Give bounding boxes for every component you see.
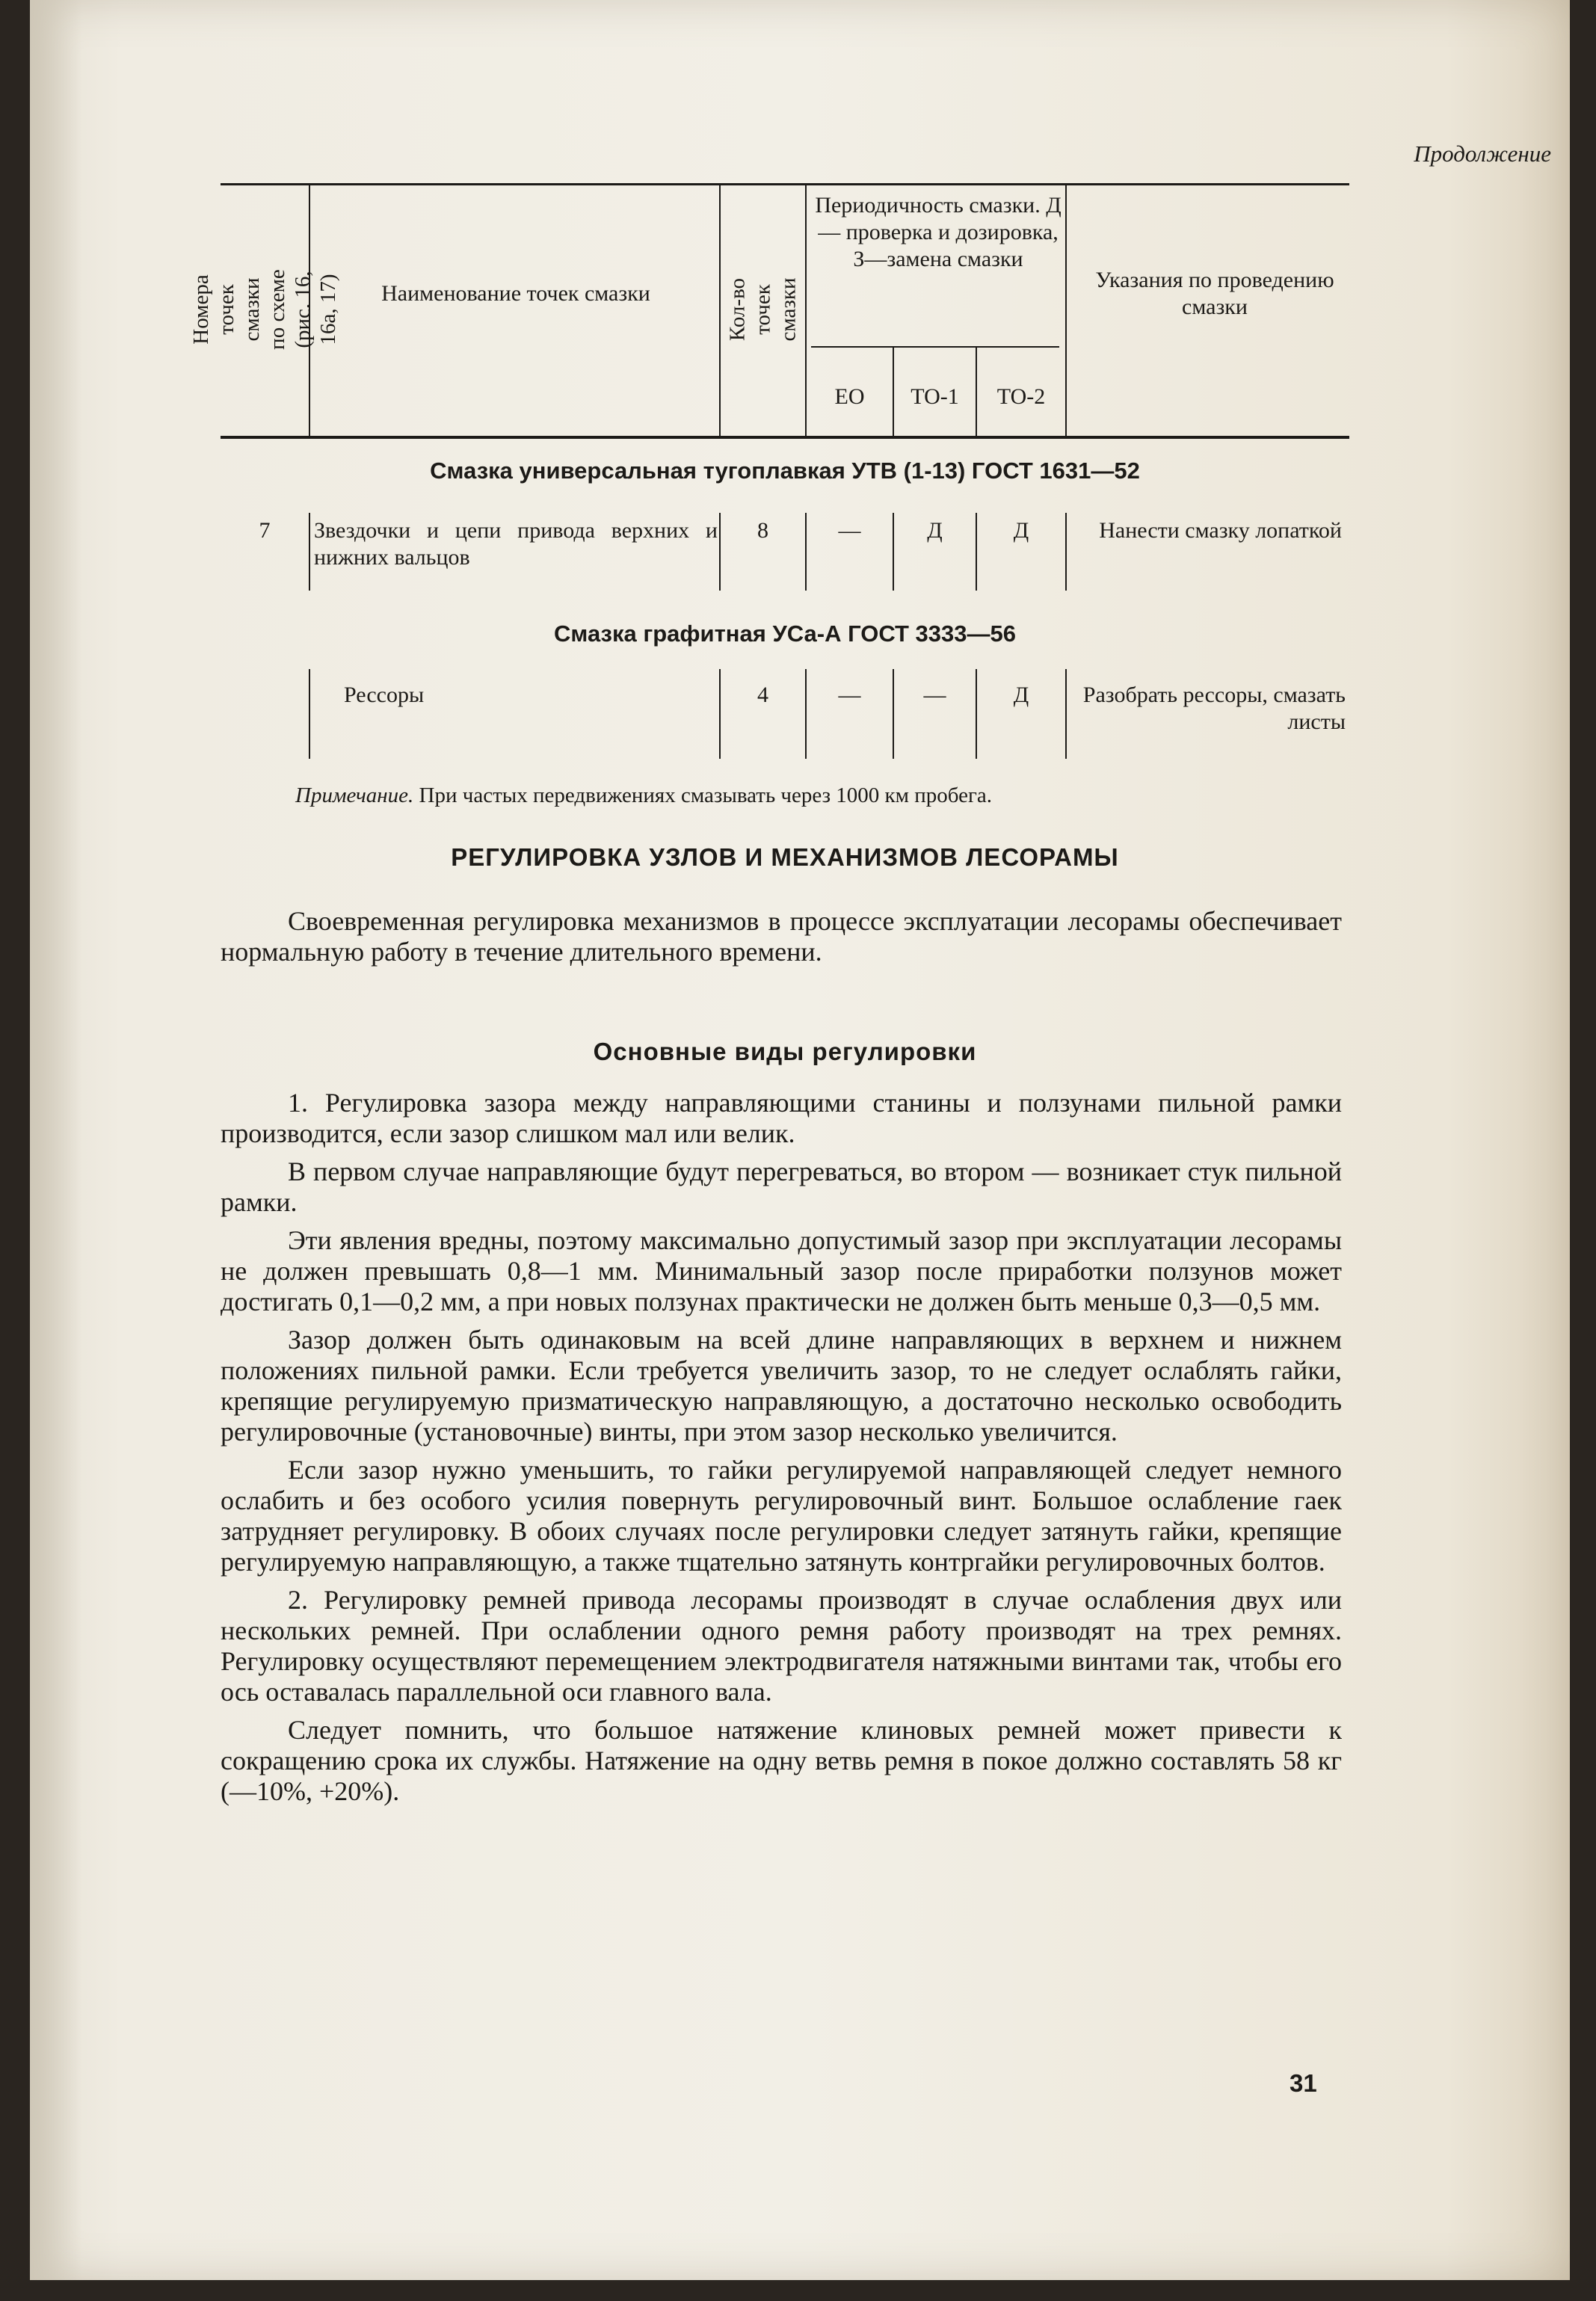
note-text: При частых передвижениях смазывать через 1000 км пробега. [419,783,993,807]
body-paragraph: В первом случае направляющие будут перегреваться, во втором — возникает стук пильной рамки. [221,1156,1342,1217]
body-paragraph: Зазор должен быть одинаковым на всей длине направляющих в верхнем и нижнем положениях пильной рамки. Если требуется увеличить зазор, то не следует ослаблять гайки, крепящие регулируемую призматическую направляющую, а достаточно несколько освободить регулировочные (установочные) винты, при этом зазор несколько увеличится. [221,1325,1342,1447]
body-paragraph: 2. Регулировку ремней привода лесорамы производят в случае ослабления двух или нескольких ремней. При ослаблении одного ремня работу производят на трех ремнях. Регулировку осуществляют перемещением электродвигателя натяжными винтами так, чтобы его ось оставалась параллельной оси главного вала. [221,1585,1342,1707]
intro-paragraph: Своевременная регулировка механизмов в процессе эксплуатации лесорамы обеспечивает нормальную работу в течение длительного времени. [221,906,1342,967]
note-label: Примечание. [295,783,414,807]
body-paragraph: Если зазор нужно уменьшить, то гайки регулируемой направляющей следует немного ослабить и без особого усилия повернуть регулировочный винт. Большое ослабление гаек затрудняет регулировку. В обоих случаях после регулировки следует затянуть гайки, крепящие регулируемую направляющую, а также тщательно затянуть контргайки регулировочных болтов. [221,1455,1342,1577]
point-number: 7 [259,518,271,543]
header-instructions: Указания по проведению смазки [1095,268,1334,319]
lubrication-table-header [189,183,1349,440]
chapter-title: РЕГУЛИРОВКА УЗЛОВ И МЕХАНИЗМОВ ЛЕСОРАМЫ [451,843,1119,871]
to1-value: — [923,683,946,707]
binding-shadow [30,0,82,2280]
lubricant-section-title: Смазка универсальная тугоплавкая УТВ (1-13) ГОСТ 1631—52 [430,458,1140,484]
to1-value: Д [927,518,943,543]
header-point-numbers: Номера точек смазки по схеме (рис. 16, 16а, 17) [189,269,340,350]
lubricant-section-title: Смазка графитная УСа-А ГОСТ 3333—56 [554,620,1016,647]
point-count: 8 [757,518,768,543]
row-divider [1065,669,1067,759]
point-name: Рессоры [344,683,425,707]
row-divider [309,669,310,759]
header-eo: ЕО [834,384,865,409]
row-divider [1065,513,1067,591]
header-to2: ТО-2 [996,384,1046,409]
instruction: Разобрать рессоры, смазать листы [1082,683,1346,734]
to2-value: Д [1013,683,1029,707]
header-periodicity: Периодичность смазки. Д — проверка и дозировка, З—замена смазки [815,193,1062,271]
col-divider [1065,183,1067,437]
eo-value: — [838,683,861,707]
section-subtitle: Основные виды регулировки [593,1038,977,1065]
point-count: 4 [757,683,768,707]
to2-value: Д [1013,518,1029,543]
point-name: Звездочки и цепи привода верхних и нижних вальцов [314,518,718,570]
page-number: 31 [1290,2069,1317,2097]
instruction: Нанести смазку лопаткой [1099,518,1342,543]
continuation-label: Продолжение [1414,141,1551,167]
row-divider [309,513,310,591]
eo-value: — [838,518,861,543]
table-note [295,783,992,808]
subheader-rule [811,346,1059,348]
header-to1: ТО-1 [911,384,959,409]
chapter-body [221,1088,1342,1814]
chapter-intro [221,906,1342,975]
table-header-bottom-rule [221,436,1349,439]
body-paragraph: Следует помнить, что большое натяжение клиновых ремней может привести к сокращению срока их службы. Натяжение на одну ветвь ремня в покое должно составлять 58 кг (—10%, +20%). [221,1715,1342,1806]
body-paragraph: Эти явления вредны, поэтому максимально допустимый зазор при эксплуатации лесорамы не должен превышать 0,8—1 мм. Минимальный зазор после приработки ползунов может достигать 0,1—0,2 мм, а при новых ползунах практически не должен быть меньше 0,3—0,5 мм. [221,1225,1342,1316]
body-paragraph: 1. Регулировка зазора между направляющими станины и ползунами пильной рамки производится, если зазор слишком мал или велик. [221,1088,1342,1148]
header-names: Наименование точек смазки [381,281,650,306]
header-count: Кол-во точек смазки [725,277,801,342]
